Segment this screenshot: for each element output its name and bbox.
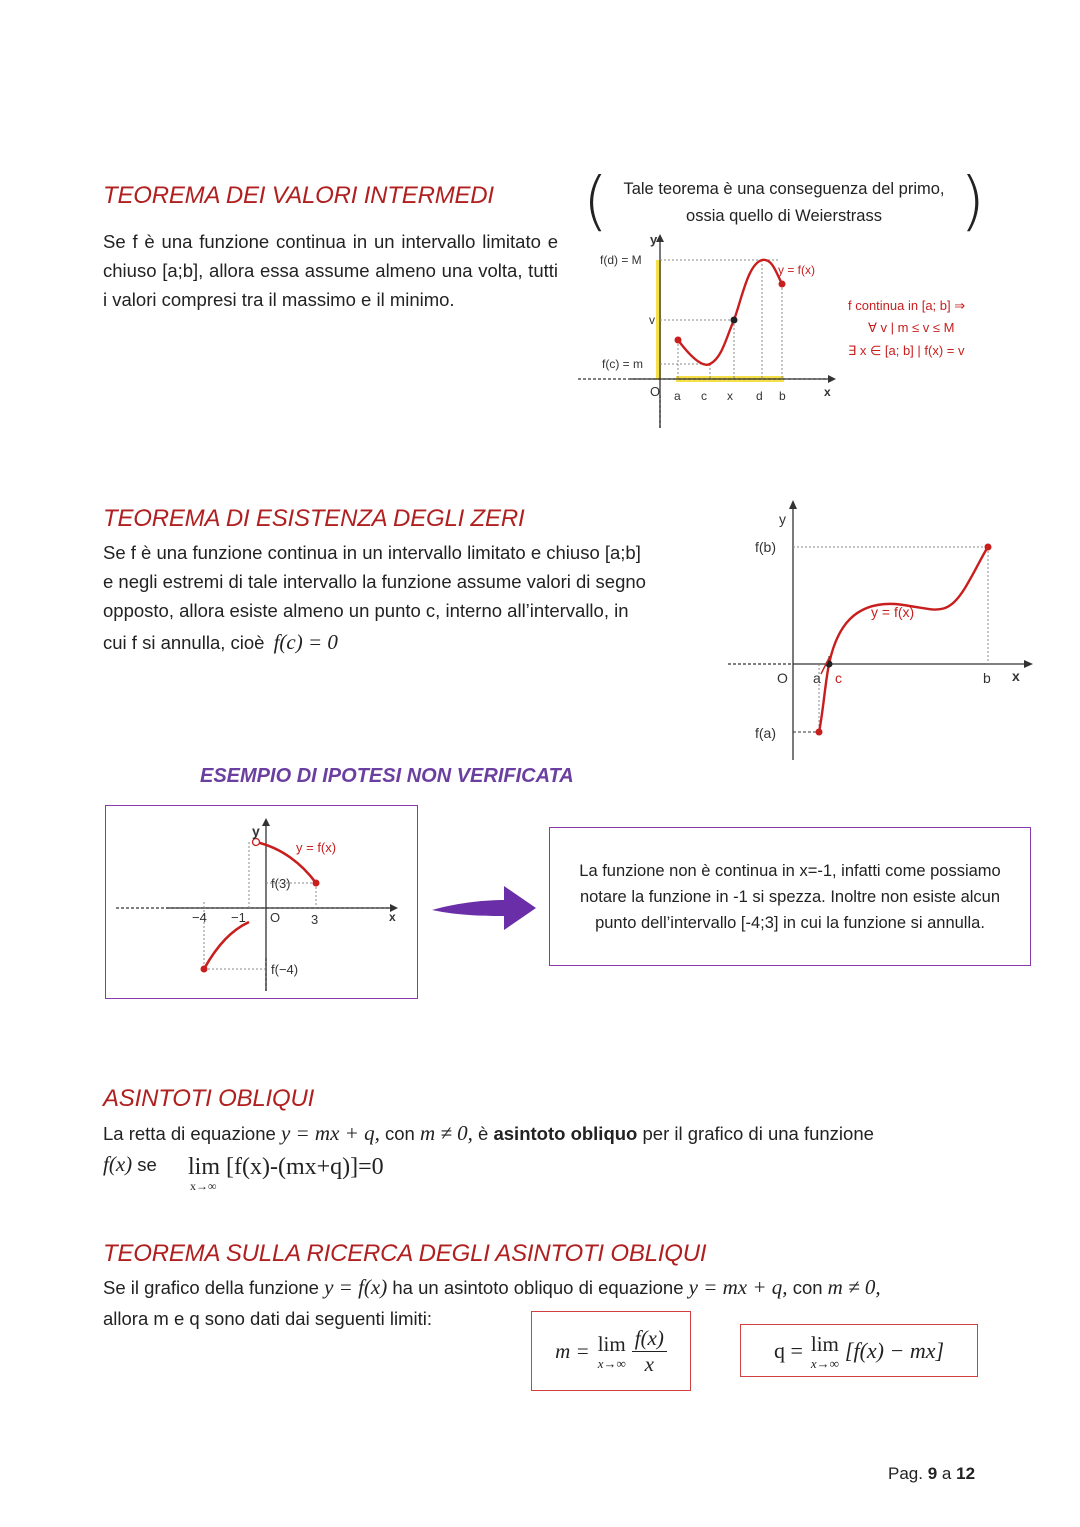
section3-line-1 (103, 1119, 983, 1148)
s4-math-3: m ≠ 0, (827, 1275, 881, 1299)
tick-a: a (813, 670, 821, 686)
section2-line-3: opposto, allora esiste almeno un punto c, interno all’intervallo, in (103, 600, 629, 621)
tick-x: x (727, 389, 733, 403)
formula-m-lhs: m = (555, 1338, 590, 1363)
section2-line-2: e negli estremi di tale intervallo la funzione assume valori di segno (103, 571, 646, 592)
label-fa: f(a) (755, 725, 776, 741)
condition-line-1: f continua in [a; b] ⇒ (848, 298, 966, 313)
formula-m-sub: x→∞ (597, 1356, 626, 1371)
section4-title: TEOREMA SULLA RICERCA DEGLI ASINTOTI OBLIQUI (103, 1240, 707, 1267)
section3-title: ASINTOTI OBLIQUI (103, 1085, 315, 1112)
s3-text-d: per il grafico di una funzione (642, 1123, 874, 1144)
s3-math-1: y = mx + q, (280, 1121, 380, 1145)
right-parenthesis: ) (960, 165, 985, 239)
arrow-icon (430, 880, 540, 936)
section4-line-1 (103, 1273, 993, 1302)
formula-m-lim: lim (597, 1332, 626, 1356)
section2-line-4 (103, 628, 703, 657)
formula-m-numerator: f(x) (632, 1326, 667, 1352)
formula-q-limit (811, 1332, 839, 1370)
explanation-box (549, 827, 1031, 966)
section2-body (103, 538, 703, 657)
label-v: v (649, 313, 655, 327)
s3-text-a: La retta di equazione (103, 1123, 276, 1144)
x-axis-label: x (389, 910, 396, 924)
formula-q-expression: [f(x) − mx] (844, 1337, 945, 1363)
s4-math-2: y = mx + q, (688, 1275, 788, 1299)
label-fd: f(d) = M (600, 253, 642, 267)
tick-b: b (779, 389, 786, 403)
tick-minus-1: −1 (231, 910, 246, 925)
y-axis-label: y (650, 232, 658, 247)
s3-text-c: è (478, 1123, 489, 1144)
intermediate-values-graph (570, 228, 1010, 433)
formula-q-lim: lim (810, 1331, 839, 1356)
zeros-theorem-graph (725, 498, 1045, 763)
label-fc: f(c) = m (602, 357, 643, 371)
section1-note (600, 176, 968, 230)
s3-se: se (137, 1154, 157, 1175)
section2-title: TEOREMA DI ESISTENZA DEGLI ZERI (103, 505, 525, 532)
label-fm4: f(−4) (271, 962, 299, 977)
s3-math-2: m ≠ 0, (419, 1121, 473, 1145)
curve-label: y = f(x) (296, 840, 337, 855)
line4-math: f(c) = 0 (273, 630, 338, 654)
label-o: O (270, 910, 281, 925)
curve (819, 547, 988, 732)
note-line-2: ossia quello di Weierstrass (686, 207, 882, 225)
y-axis-label: y (779, 511, 786, 527)
condition-line-3: ∃ x ∈ [a; b] | f(x) = v (848, 343, 965, 358)
formula-q-box (740, 1324, 978, 1377)
line4-prefix: cui f si annulla, cioè (103, 632, 265, 653)
formula-m-fraction (632, 1326, 667, 1377)
page-total: 12 (956, 1464, 976, 1483)
limit-subscript: x→∞ (190, 1179, 217, 1193)
left-parenthesis: ( (583, 165, 608, 239)
formula-q-sub: x→∞ (810, 1355, 839, 1371)
explanation-text: La funzione non è continua in x=-1, infatti come possiamo notare la funzione in -1 si spezza. Inoltre non esiste alcun punto dell’intervallo [-4;3] in cui la funzione si annulla. (579, 861, 1001, 932)
example-graph-box (105, 805, 418, 999)
curve-label: y = f(x) (778, 263, 816, 277)
s4-text-b: ha un asintoto obliquo di equazione (392, 1277, 684, 1298)
page-sep: a (941, 1464, 952, 1483)
example-title: ESEMPIO DI IPOTESI NON VERIFICATA (200, 765, 574, 787)
label-o: O (650, 384, 661, 399)
label-f3: f(3) (271, 876, 291, 891)
limit-expression: lim [f(x)-(mx+q)]=0 (188, 1154, 384, 1180)
page-number (888, 1464, 975, 1484)
tick-c: c (701, 389, 707, 403)
tick-d: d (756, 389, 763, 403)
formula-m-denominator: x (644, 1351, 654, 1376)
label-o: O (777, 670, 788, 686)
formula-m-limit (598, 1332, 626, 1370)
x-axis-label: x (824, 385, 831, 399)
s4-math-1: y = f(x) (324, 1275, 388, 1299)
curve-label: y = f(x) (871, 604, 915, 620)
s3-text-b: con (384, 1123, 415, 1144)
note-line-1: Tale teorema è una conseguenza del primo, (623, 180, 945, 198)
s4-text-a: Se il grafico della funzione (103, 1277, 319, 1298)
y-axis-label: y (252, 823, 260, 839)
s4-text-c: con (792, 1277, 823, 1298)
condition-line-2: ∀ v | m ≤ v ≤ M (868, 320, 955, 335)
curve-left (204, 922, 249, 969)
s3-fx: f(x) (103, 1152, 133, 1176)
section2-line-1: Se f è una funzione continua in un intervallo limitato e chiuso [a;b] (103, 542, 641, 563)
page-prefix: Pag. (888, 1464, 923, 1483)
s3-bold: asintoto obliquo (493, 1123, 638, 1144)
tick-c: c (835, 670, 842, 686)
tick-a: a (674, 389, 681, 403)
x-axis-label: x (1012, 668, 1020, 684)
counterexample-graph (106, 806, 417, 998)
formula-q-lhs: q = (773, 1337, 803, 1363)
tick-minus-4: −4 (192, 910, 207, 925)
formula-m-box (531, 1311, 691, 1391)
section1-title: TEOREMA DEI VALORI INTERMEDI (103, 182, 494, 209)
section3-line-2 (103, 1150, 157, 1179)
oblique-limit-formula (188, 1154, 384, 1194)
section1-body: Se f è una funzione continua in un intervallo limitato e chiuso [a;b], allora essa assume almeno una volta, tutti i valori compresi tra il massimo e il minimo. (103, 231, 558, 310)
section4-line-2: allora m e q sono dati dai seguenti limiti: (103, 1308, 433, 1329)
tick-b: b (983, 670, 991, 686)
label-fb: f(b) (755, 539, 776, 555)
tick-3: 3 (311, 912, 319, 927)
curve (678, 260, 782, 365)
page-current: 9 (927, 1464, 938, 1483)
